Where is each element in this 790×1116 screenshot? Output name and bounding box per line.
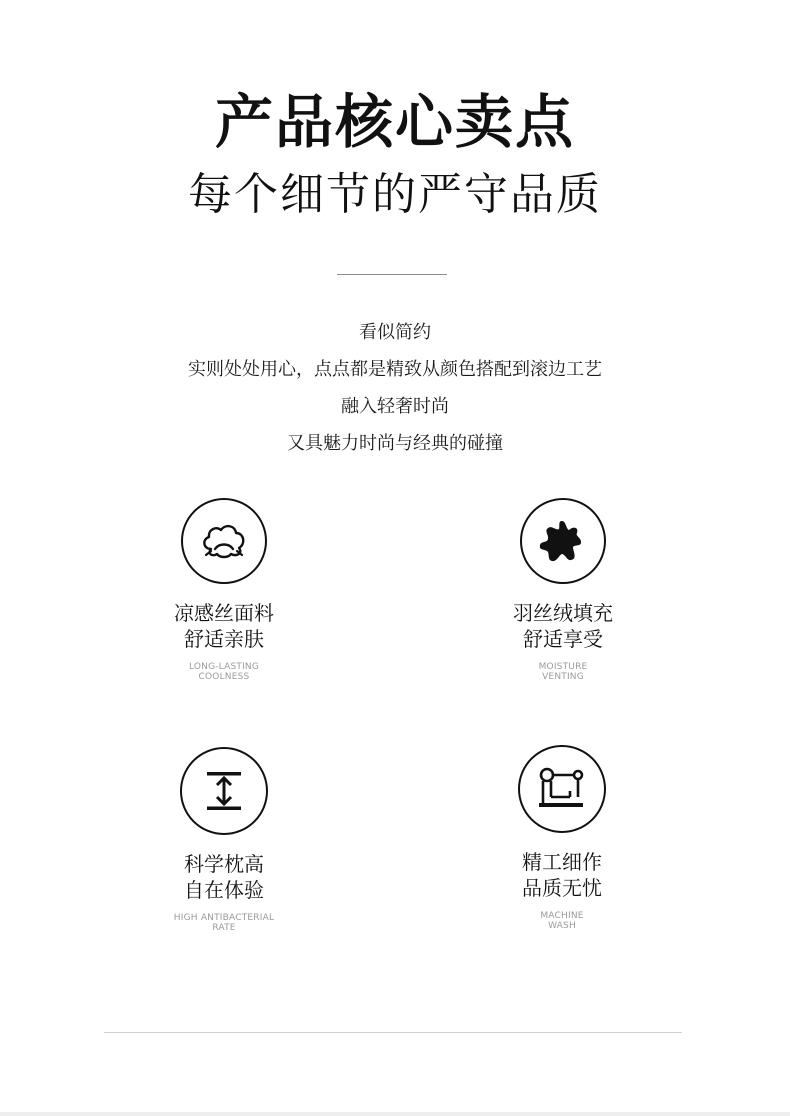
feature-title-line: 精工细作 xyxy=(522,850,602,874)
feature-title-line: 科学枕高 xyxy=(184,852,264,876)
cotton-cloud-icon xyxy=(197,519,251,563)
description-line: 融入轻奢时尚 xyxy=(341,396,449,417)
page-subtitle: 每个细节的严守品质 xyxy=(188,169,602,220)
description-line: 实则处处用心，点点都是精致从颜色搭配到滚边工艺 xyxy=(188,359,602,380)
feather-splat-icon xyxy=(536,517,590,565)
bottom-band xyxy=(0,1112,790,1116)
feature-en-line: WASH xyxy=(548,921,576,931)
feature-icon-circle xyxy=(520,498,606,584)
feature-craftsmanship xyxy=(442,745,682,931)
feature-title-line: 品质无忧 xyxy=(522,876,602,900)
feature-en-line: HIGH ANTIBACTERIAL xyxy=(173,913,275,923)
title-divider xyxy=(337,274,447,275)
feature-en-line: MACHINE xyxy=(540,911,584,921)
description-block xyxy=(0,314,790,462)
feature-en-line: VENTING xyxy=(542,672,584,682)
feature-cooling-fabric xyxy=(104,498,344,682)
feature-en-line: COOLNESS xyxy=(198,672,250,682)
feature-title-line: 舒适亲肤 xyxy=(184,627,264,651)
feature-title-line: 自在体验 xyxy=(184,878,264,902)
feature-en-line: RATE xyxy=(212,923,236,933)
page-title: 产品核心卖点 xyxy=(214,88,575,156)
feature-title-line: 羽丝绒填充 xyxy=(513,601,613,625)
feature-en-line: MOISTURE xyxy=(538,662,588,672)
description-line: 看似简约 xyxy=(359,322,431,343)
feature-en-line: LONG-LASTING xyxy=(188,662,260,672)
feature-down-filling xyxy=(443,498,683,682)
feature-icon-circle xyxy=(518,745,606,833)
sewing-machine-icon xyxy=(536,765,588,813)
feature-icon-circle xyxy=(181,498,267,584)
feature-title-line: 舒适享受 xyxy=(523,627,603,651)
height-arrow-icon xyxy=(203,769,245,813)
description-line: 又具魅力时尚与经典的碰撞 xyxy=(287,433,503,454)
feature-icon-circle xyxy=(180,747,268,835)
feature-title-line: 凉感丝面料 xyxy=(174,601,274,625)
bottom-divider xyxy=(104,1032,682,1033)
feature-pillow-height xyxy=(104,747,344,933)
